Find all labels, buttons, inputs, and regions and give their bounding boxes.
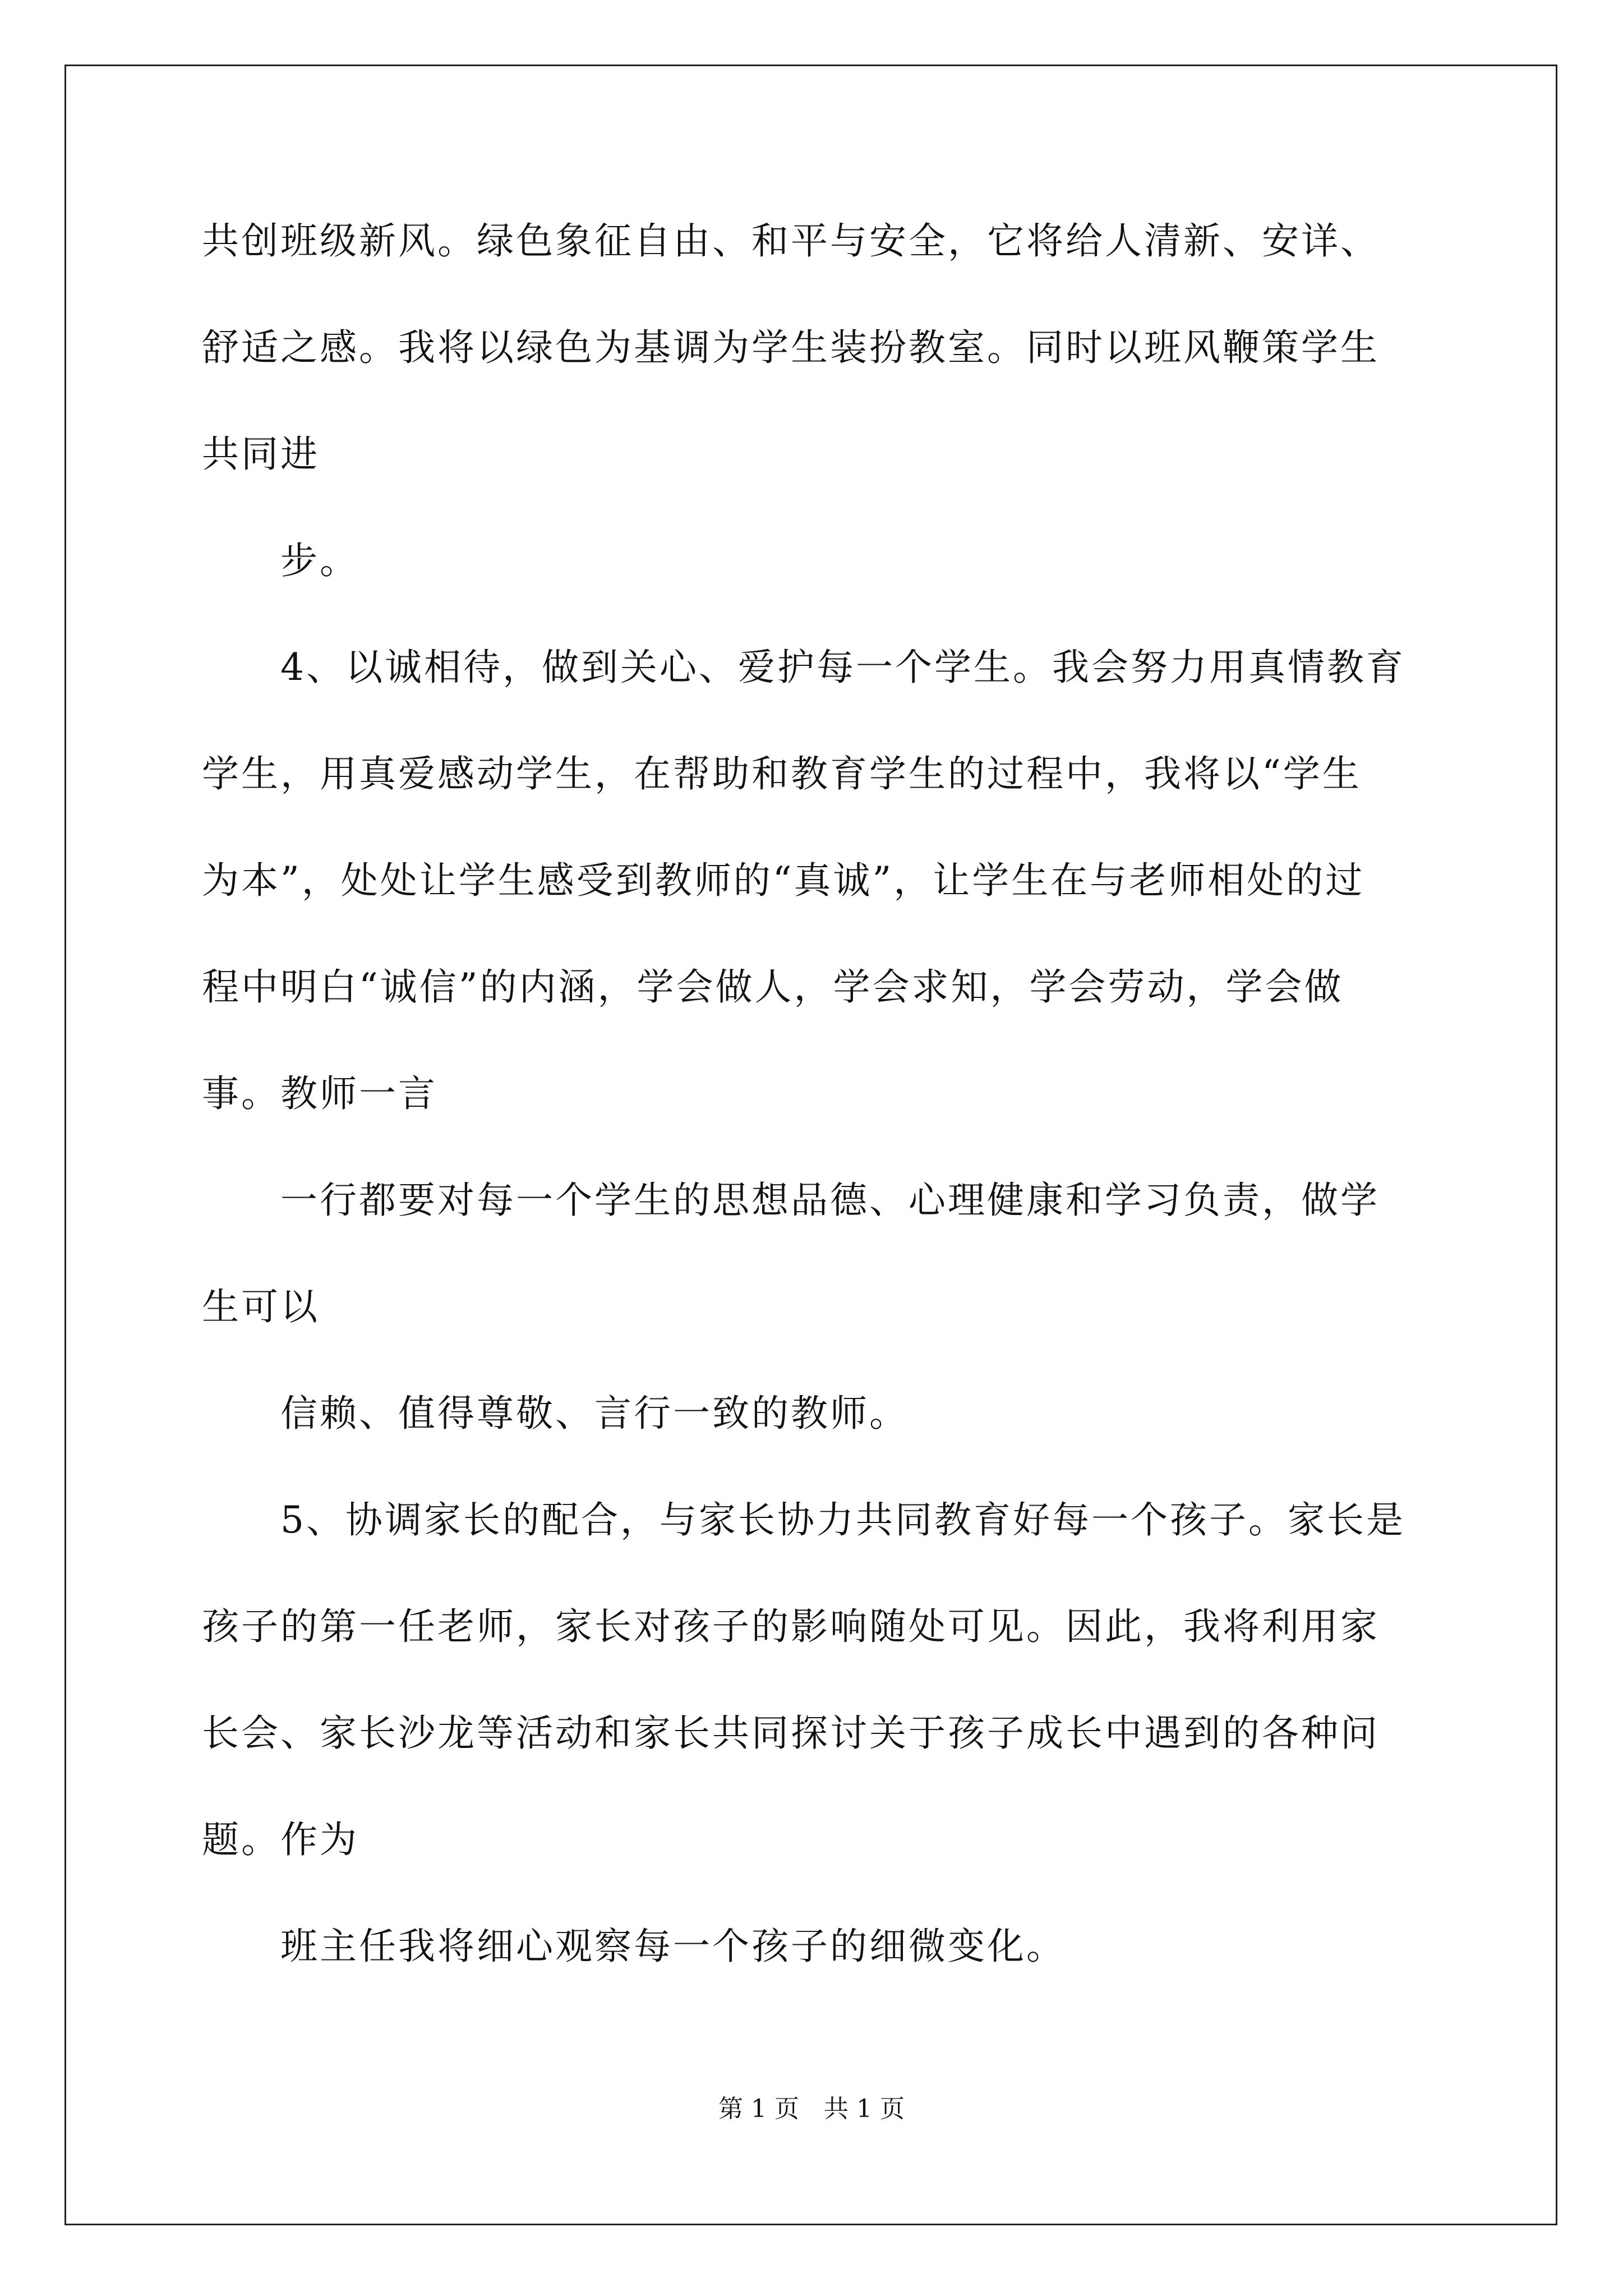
text-line: 学生，用真爱感动学生，在帮助和教育学生的过程中，我将以“学生 (202, 752, 1362, 795)
text-line: 程中明白“诚信”的内涵，学会做人，学会求知，学会劳动，学会做 (202, 965, 1344, 1009)
text-line: 事。教师一言 (202, 1072, 437, 1115)
text-line: 题。作为 (202, 1818, 359, 1861)
text-line: 生可以 (202, 1285, 320, 1328)
page-border (64, 65, 1557, 2225)
text-line: 为本”，处处让学生感受到教师的“真诚”，让学生在与老师相处的过 (202, 859, 1365, 902)
text-line: 信赖、值得尊敬、言行一致的教师。 (280, 1392, 909, 1435)
text-line: 共同进 (202, 432, 320, 476)
text-line: 舒适之感。我将以绿色为基调为学生装扮教室。同时以班风鞭策学生 (202, 326, 1380, 369)
text-line: 共创班级新风。绿色象征自由、和平与安全，它将给人清新、安详、 (202, 219, 1380, 263)
text-line: 步。 (280, 539, 359, 582)
page-number-footer: 第 1 页 共 1 页 (718, 2095, 905, 2123)
text-line: 班主任我将细心观察每一个孩子的细微变化。 (280, 1925, 1066, 1968)
text-line: 一行都要对每一个学生的思想品德、心理健康和学习负责，做学 (280, 1179, 1380, 1222)
text-line: 5、协调家长的配合，与家长协力共同教育好每一个孩子。家长是 (280, 1498, 1405, 1542)
text-line: 长会、家长沙龙等活动和家长共同探讨关于孩子成长中遇到的各种问 (202, 1711, 1380, 1755)
text-line: 4、以诚相待，做到关心、爱护每一个学生。我会努力用真情教育 (280, 646, 1405, 689)
text-line: 孩子的第一任老师，家长对孩子的影响随处可见。因此，我将利用家 (202, 1605, 1380, 1648)
